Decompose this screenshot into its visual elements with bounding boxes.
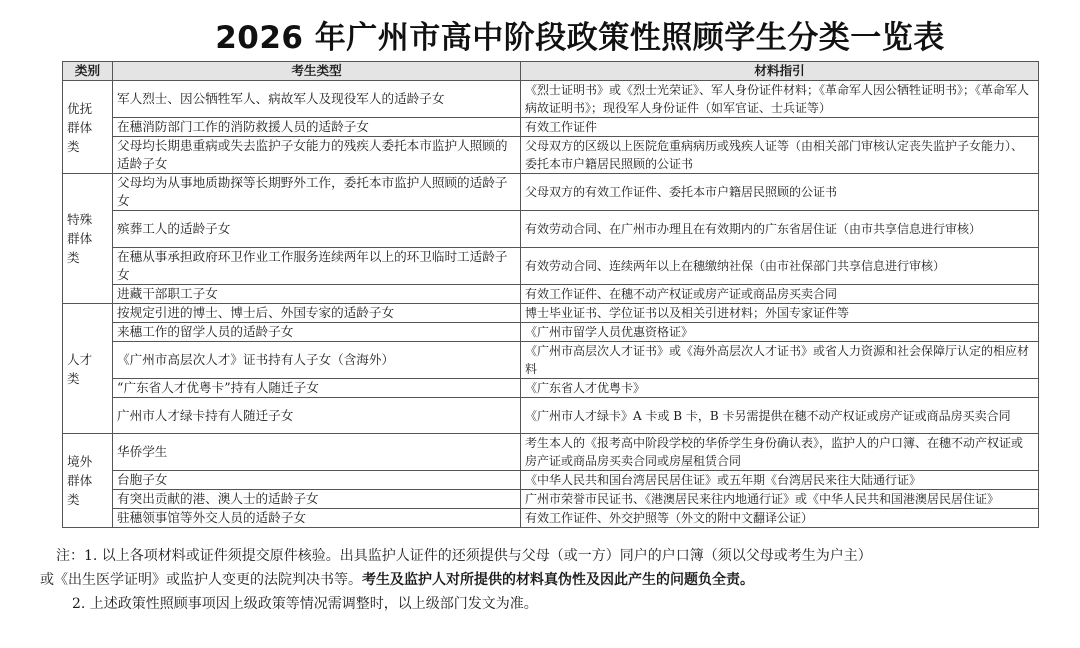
student-type-cell: 按规定引进的博士、博士后、外国专家的适龄子女: [113, 304, 521, 323]
table-row: [63, 285, 1039, 304]
header-materials: 材料指引: [521, 62, 1039, 81]
header-category: 类别: [63, 62, 113, 81]
table-row: [63, 137, 1039, 174]
table-row: [63, 81, 1039, 118]
page-title: 2026 年广州市高中阶段政策性照顾学生分类一览表: [215, 20, 945, 56]
student-type-cell: 军人烈士、因公牺牲军人、病故军人及现役军人的适龄子女: [113, 81, 521, 118]
table-row: [63, 509, 1039, 528]
table-body: [63, 81, 1039, 528]
student-type-cell: 在穗从事承担政府环卫作业工作服务连续两年以上的环卫临时工适龄子女: [113, 248, 521, 285]
notes-section: [40, 544, 1050, 616]
materials-cell: 《广东省人才优粤卡》: [521, 379, 1039, 398]
table-row: [63, 434, 1039, 471]
student-type-cell: 进藏干部职工子女: [113, 285, 521, 304]
student-type-cell: 台胞子女: [113, 471, 521, 490]
student-type-cell: 来穗工作的留学人员的适龄子女: [113, 323, 521, 342]
materials-cell: 广州市荣誉市民证书、《港澳居民来往内地通行证》或《中华人民共和国港澳居民居住证》: [521, 490, 1039, 509]
materials-cell: 有效工作证件、外交护照等（外文的附中文翻译公证）: [521, 509, 1039, 528]
policy-table: [62, 61, 1039, 528]
category-cell: 境外 群体 类: [63, 434, 113, 528]
student-type-cell: 有突出贡献的港、澳人士的适龄子女: [113, 490, 521, 509]
note-line-2-emphasis: 考生及监护人对所提供的材料真伪性及因此产生的问题负全责。: [362, 572, 754, 588]
student-type-cell: “广东省人才优粤卡”持有人随迁子女: [113, 379, 521, 398]
header-student-type: 考生类型: [113, 62, 521, 81]
table-row: [63, 398, 1039, 434]
table-row: [63, 304, 1039, 323]
note-line-3: 2. 上述政策性照顾事项因上级政策等情况需调整时，以上级部门发文为准。: [72, 596, 538, 612]
materials-cell: 《广州市高层次人才证书》或《海外高层次人才证书》或省人力资源和社会保障厅认定的相应材料: [521, 342, 1039, 379]
note-line-1: 注：1. 以上各项材料或证件须提交原件核验。出具监护人证件的还须提供与父母（或一方）同户的户口簿（须以父母或考生为户主）: [56, 548, 872, 564]
table-row: [63, 471, 1039, 490]
note-line-2: [40, 568, 1050, 592]
materials-cell: 父母双方的有效工作证件、委托本市户籍居民照顾的公证书: [521, 174, 1039, 211]
student-type-cell: 广州市人才绿卡持有人随迁子女: [113, 398, 521, 434]
note-line-2-text: 或《出生医学证明》或监护人变更的法院判决书等。: [40, 572, 362, 588]
student-type-cell: 在穗消防部门工作的消防救援人员的适龄子女: [113, 118, 521, 137]
student-type-cell: 驻穗领事馆等外交人员的适龄子女: [113, 509, 521, 528]
student-type-cell: 华侨学生: [113, 434, 521, 471]
table-row: [63, 211, 1039, 248]
materials-cell: 有效劳动合同、在广州市办理且在有效期内的广东省居住证（由市共享信息进行审核）: [521, 211, 1039, 248]
materials-cell: 《广州市留学人员优惠资格证》: [521, 323, 1039, 342]
table-row: [63, 342, 1039, 379]
table-row: [63, 323, 1039, 342]
category-cell: 优抚 群体 类: [63, 81, 113, 174]
table-row: [63, 174, 1039, 211]
category-cell: 特殊 群体 类: [63, 174, 113, 304]
table-row: [63, 248, 1039, 285]
table-row: [63, 118, 1039, 137]
materials-cell: 有效工作证件、在穗不动产权证或房产证或商品房买卖合同: [521, 285, 1039, 304]
table-row: [63, 490, 1039, 509]
student-type-cell: 《广州市高层次人才》证书持有人子女（含海外）: [113, 342, 521, 379]
materials-cell: 父母双方的区级以上医院危重病病历或残疾人证等（由相关部门审核认定丧失监护子女能力）、委托本市户籍居民照顾的公证书: [521, 137, 1039, 174]
materials-cell: 有效工作证件: [521, 118, 1039, 137]
materials-cell: 博士毕业证书、学位证书以及相关引进材料；外国专家证件等: [521, 304, 1039, 323]
materials-cell: 考生本人的《报考高中阶段学校的华侨学生身份确认表》，监护人的户口簿、在穗不动产权证或房产证或商品房买卖合同或房屋租赁合同: [521, 434, 1039, 471]
table-row: [63, 379, 1039, 398]
materials-cell: 《广州市人才绿卡》A 卡或 B 卡，B 卡另需提供在穗不动产权证或房产证或商品房买卖合同: [521, 398, 1039, 434]
materials-cell: 《烈士证明书》或《烈士光荣证》、军人身份证件材料；《革命军人因公牺牲证明书》；《革命军人病故证明书》；现役军人身份证件（如军官证、士兵证等）: [521, 81, 1039, 118]
materials-cell: 《中华人民共和国台湾居民居住证》或五年期《台湾居民来往大陆通行证》: [521, 471, 1039, 490]
student-type-cell: 殡葬工人的适龄子女: [113, 211, 521, 248]
student-type-cell: 父母均长期患重病或失去监护子女能力的残疾人委托本市监护人照顾的适龄子女: [113, 137, 521, 174]
table-header-row: [63, 62, 1039, 81]
student-type-cell: 父母均为从事地质勘探等长期野外工作，委托本市监护人照顾的适龄子女: [113, 174, 521, 211]
materials-cell: 有效劳动合同、连续两年以上在穗缴纳社保（由市社保部门共享信息进行审核）: [521, 248, 1039, 285]
category-cell: 人才 类: [63, 304, 113, 434]
